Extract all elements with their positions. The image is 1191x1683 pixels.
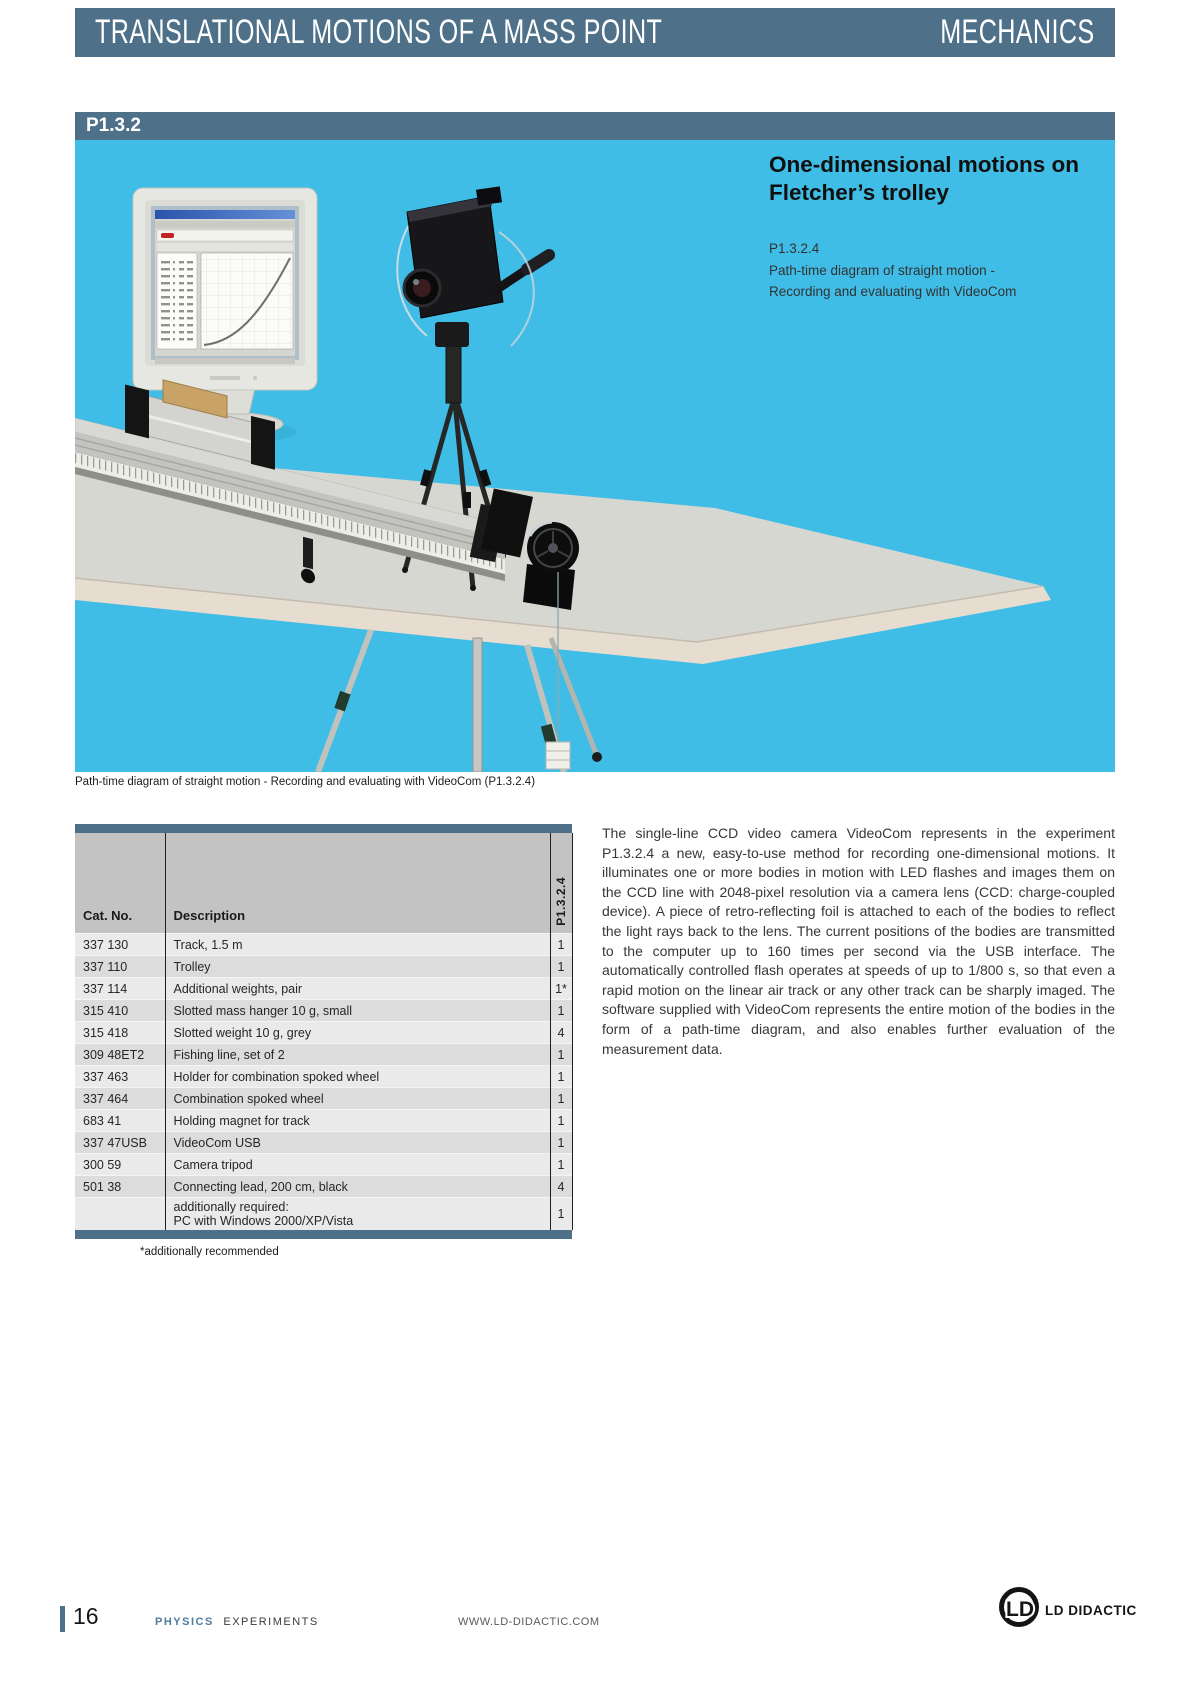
qty-cell: 1 bbox=[550, 956, 572, 978]
qty-cell: 1 bbox=[550, 1132, 572, 1154]
description-cell: VideoCom USB bbox=[165, 1132, 550, 1154]
table-row bbox=[75, 1022, 572, 1044]
cat-no-cell: 315 418 bbox=[75, 1022, 165, 1044]
footer-website: WWW.LD-DIDACTIC.COM bbox=[458, 1616, 600, 1628]
ld-didactic-logo bbox=[993, 1583, 1163, 1638]
qty-cell: 1 bbox=[550, 1000, 572, 1022]
experiment-title-line1: One-dimensional motions on bbox=[769, 152, 1080, 177]
description-cell: additionally required: PC with Windows 2000/XP/Vista bbox=[165, 1198, 550, 1231]
table-row bbox=[75, 1176, 572, 1198]
table-row bbox=[75, 1154, 572, 1176]
page-header-bar bbox=[75, 8, 1115, 57]
table-row bbox=[75, 1132, 572, 1154]
qty-cell: 4 bbox=[550, 1176, 572, 1198]
description-cell: Connecting lead, 200 cm, black bbox=[165, 1176, 550, 1198]
experiment-subtitle-line1: Path-time diagram of straight motion - bbox=[769, 262, 995, 278]
ld-didactic-logo-graphic bbox=[993, 1583, 1163, 1633]
cat-no-cell: 683 41 bbox=[75, 1110, 165, 1132]
rotated-experiment-code: P1.3.2.4 bbox=[554, 877, 568, 926]
footer-accent-bar bbox=[60, 1606, 65, 1632]
section-code: P1.3.2 bbox=[86, 115, 141, 136]
table-row bbox=[75, 978, 572, 1000]
qty-cell: 1 bbox=[550, 1088, 572, 1110]
cat-no-cell: 337 130 bbox=[75, 934, 165, 956]
leveling-foot bbox=[303, 537, 313, 569]
qty-cell: 1 bbox=[550, 1110, 572, 1132]
col-header-experiment bbox=[550, 833, 572, 934]
footer-experiments-label: EXPERIMENTS bbox=[223, 1616, 319, 1628]
cat-no-cell: 337 114 bbox=[75, 978, 165, 1000]
table-row bbox=[75, 1198, 572, 1231]
table-row bbox=[75, 1000, 572, 1022]
logo-text: LD DIDACTIC bbox=[1045, 1603, 1137, 1618]
table-row bbox=[75, 1044, 572, 1066]
hanging-weight bbox=[546, 742, 570, 769]
qty-cell: 1* bbox=[550, 978, 572, 1000]
qty-cell: 1 bbox=[550, 1198, 572, 1231]
equipment-rows bbox=[75, 934, 572, 1231]
cat-no-cell: 337 464 bbox=[75, 1088, 165, 1110]
description-cell: Fishing line, set of 2 bbox=[165, 1044, 550, 1066]
description-cell: Holder for combination spoked wheel bbox=[165, 1066, 550, 1088]
chapter-title: TRANSLATIONAL MOTIONS OF A MASS POINT bbox=[95, 13, 663, 51]
description-cell: Combination spoked wheel bbox=[165, 1088, 550, 1110]
table-row bbox=[75, 1088, 572, 1110]
description-cell: Track, 1.5 m bbox=[165, 934, 550, 956]
qty-cell: 1 bbox=[550, 1066, 572, 1088]
table-header-row bbox=[75, 833, 572, 934]
description-cell: Additional weights, pair bbox=[165, 978, 550, 1000]
cat-no-cell: 300 59 bbox=[75, 1154, 165, 1176]
experiment-description: The single-line CCD video camera VideoCom represents in the experiment P1.3.2.4 a new, easy-to-use method for recording one-dimensional motions. It illuminates one or more bodies in motion with LED flashes and images them on the CCD line with 2048-pixel resolution via a camera lens (CCD: charge-coupled device). A piece of retro-reflecting foil is attached to each of the bodies to reflect the light rays back to the lens. The current positions of the bodies are transmitted to the computer up to 160 times per second via the USB interface. The automatically controlled flash operates at speeds of up to 1/800 s, so that even a rapid motion on the linear air track or any other track can be sharply imaged. The software supplied with VideoCom represents the entire motion of the bodies in the form of a path-time diagram, and also enables further evaluation of the measurement data. bbox=[602, 825, 1115, 1057]
qty-cell: 1 bbox=[550, 1154, 572, 1176]
col-header-description: Description bbox=[165, 833, 550, 934]
experiment-title-line2: Fletcher’s trolley bbox=[769, 180, 950, 205]
footer-series-label bbox=[155, 1616, 319, 1628]
cat-no-cell: 337 463 bbox=[75, 1066, 165, 1088]
col-header-cat-no: Cat. No. bbox=[75, 833, 165, 934]
description-cell: Trolley bbox=[165, 956, 550, 978]
experiment-subtitle bbox=[769, 238, 1109, 303]
table-bottom-bar bbox=[75, 1230, 572, 1239]
table-row bbox=[75, 956, 572, 978]
table-row bbox=[75, 934, 572, 956]
cat-no-cell: 337 47USB bbox=[75, 1132, 165, 1154]
qty-cell: 1 bbox=[550, 934, 572, 956]
cat-no-cell: 309 48ET2 bbox=[75, 1044, 165, 1066]
photo-caption: Path-time diagram of straight motion - Recording and evaluating with VideoCom (P1.3.2.4) bbox=[75, 776, 536, 788]
experiment-photo bbox=[75, 140, 1115, 772]
table-top-bar bbox=[75, 824, 572, 833]
description-cell: Camera tripod bbox=[165, 1154, 550, 1176]
software-window bbox=[155, 210, 295, 364]
cat-no-cell: 501 38 bbox=[75, 1176, 165, 1198]
table-footnote: *additionally recommended bbox=[140, 1246, 279, 1258]
qty-cell: 4 bbox=[550, 1022, 572, 1044]
experiment-subtitle-line2: Recording and evaluating with VideoCom bbox=[769, 284, 1017, 299]
section-title: MECHANICS bbox=[940, 13, 1095, 51]
description-cell: Slotted mass hanger 10 g, small bbox=[165, 1000, 550, 1022]
cat-no-cell bbox=[75, 1198, 165, 1231]
cat-no-cell: 337 110 bbox=[75, 956, 165, 978]
description-cell: Holding magnet for track bbox=[165, 1110, 550, 1132]
qty-cell: 1 bbox=[550, 1044, 572, 1066]
table-row bbox=[75, 1110, 572, 1132]
experiment-title bbox=[769, 151, 1109, 207]
experiment-code: P1.3.2.4 bbox=[769, 241, 820, 256]
table-row bbox=[75, 1066, 572, 1088]
page-number: 16 bbox=[73, 1603, 99, 1629]
logo-monogram: LD bbox=[1006, 1598, 1034, 1621]
equipment-table bbox=[75, 824, 572, 1258]
cat-no-cell: 315 410 bbox=[75, 1000, 165, 1022]
section-code-bar bbox=[75, 112, 1115, 140]
footer-physics-label: PHYSICS bbox=[155, 1616, 214, 1628]
experiment-photo-illustration bbox=[75, 140, 1115, 772]
description-cell: Slotted weight 10 g, grey bbox=[165, 1022, 550, 1044]
